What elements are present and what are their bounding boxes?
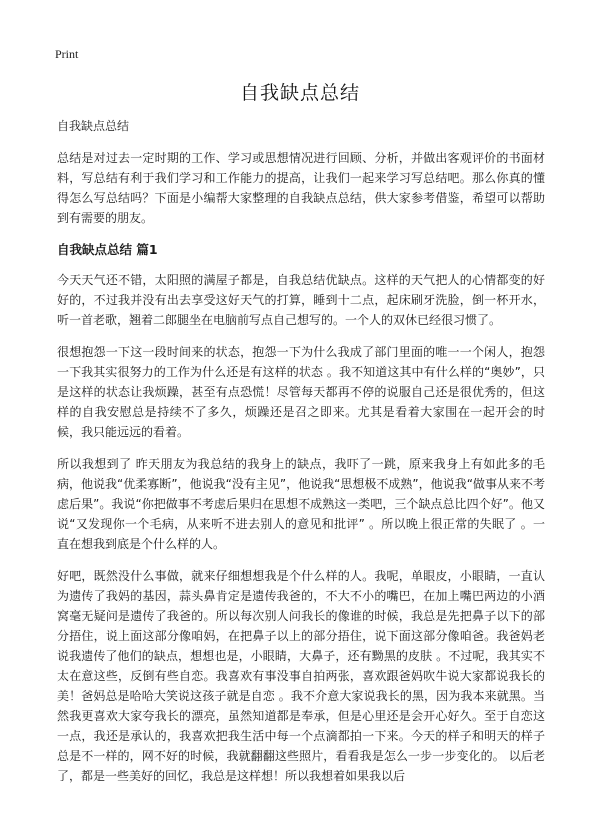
- section-heading: 自我缺点总结 篇1: [57, 242, 158, 257]
- body-paragraph: 今天天气还不错，太阳照的满屋子都是，自我总结优缺点。这样的天气把人的心情都变的好好的，不过我并没有出去享受这好天气的打算，睡到十二点，起床刷牙洗脸，倒一杯开水，听一首老歌，翘着二郎腿坐在电脑前写点自己想写的。一个人的双休已经很习惯了。: [57, 273, 545, 327]
- body-paragraph: 所以我想到了 昨天朋友为我总结的我身上的缺点，我吓了一跳，原来我身上有如此多的毛病，他说我“优柔寡断”，他说我“没有主见”，他说我“思想极不成熟”，他说我“做事从来不考虑后果”。我说“你把做事不考虑后果归在思想不成熟这一类吧，三个缺点总比四个好”。他又说“又发现你一个毛病，从来听不进去别人的意见和批评” 。所以晚上很正常的失眠了 。一直在想我到底是个什么样的人。: [57, 457, 545, 551]
- document-body: [57, 116, 545, 798]
- document-subtitle: 自我缺点总结: [57, 119, 130, 133]
- document-title: 自我缺点总结: [239, 82, 360, 104]
- body-paragraph: 很想抱怨一下这一段时间来的状态，抱怨一下为什么我成了部门里面的唯一一个闲人，抱怨一下我其实很努力的工作为什么还是有这样的状态 。我不知道这其中有什么样的“奥妙”，只是这样的状态让我烦躁，甚至有点恐慌！尽管每天都再不停的说服自己还是很优秀的，但这样的自我安慰总是持续不了多久，烦躁还是召之即来。尤其是看着大家围在一起开会的时候，我只能远远的看着。: [57, 345, 545, 439]
- intro-paragraph: 总结是对过去一定时期的工作、学习或思想情况进行回顾、分析，并做出客观评价的书面材料，写总结有利于我们学习和工作能力的提高，让我们一起来学习写总结吧。那么你真的懂得怎么写总结吗？下面是小编帮大家整理的自我缺点总结，供大家参考借鉴，希望可以帮助到有需要的朋友。: [57, 151, 545, 225]
- body-paragraph: 好吧，既然没什么事做，就来仔细想想我是个什么样的人。我呢，单眼皮，小眼睛，一直认为遗传了我妈的基因，蒜头鼻肯定是遗传我爸的，不大不小的嘴巴，在加上嘴巴两边的小酒窝毫无疑问是遗传了我爸的。所以每次别人问我长的像谁的时候，我总是先把鼻子以下的部分捂住，说上面这部分像咱妈，在把鼻子以上的部分捂住，说下面这部分像咱爸。我爸妈老说我遗传了他们的缺点，想想也是，小眼睛，大鼻子，还有黝黑的皮肤 。不过呢，我其实不太在意这些，反倒有些自恋。我喜欢有事没事自拍两张，喜欢跟爸妈吹牛说大家都说我长的美！爸妈总是哈哈大笑说这孩子就是自恋 。我不介意大家说我长的黑，因为我本来就黑。当然我更喜欢大家夸我长的漂亮，虽然知道都是奉承，但是心里还是会开心好久。至于自恋这一点，我还是承认的，我喜欢把我生活中每一个点滴都拍一下来。今天的样子和明天的样子总是不一样的，网不好的时候，我就翻翻这些照片，看看我是怎么一步一步变化的。 以后老了，都是一些美好的回忆，我总是这样想！所以我想着如果我以后: [57, 569, 545, 783]
- print-link[interactable]: Print: [55, 47, 79, 61]
